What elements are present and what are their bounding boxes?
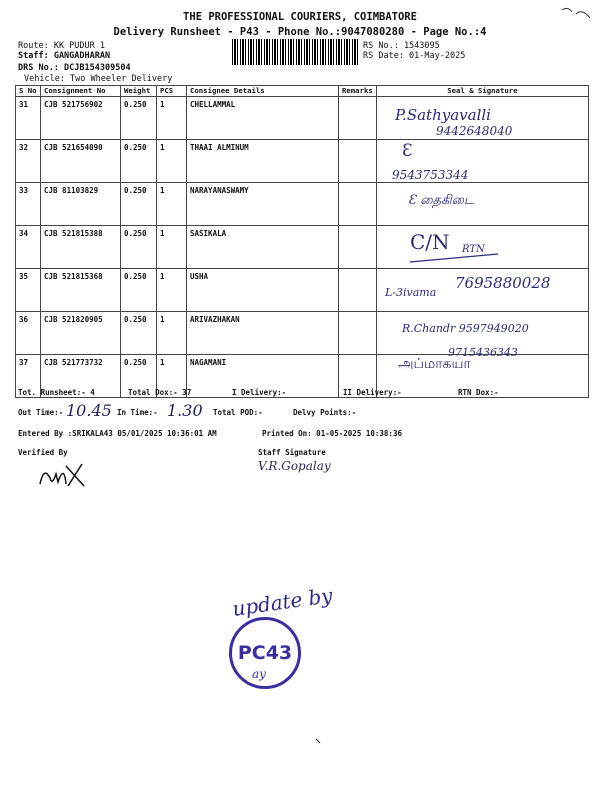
col-pcs: PCS bbox=[157, 86, 187, 97]
verified-by-label: Verified By bbox=[18, 448, 68, 457]
row-weight: 0.250 bbox=[121, 355, 157, 398]
row-consignment: CJB 521815388 bbox=[41, 226, 121, 269]
row-pcs: 1 bbox=[157, 269, 187, 312]
col-consignee: Consignee Details bbox=[187, 86, 339, 97]
runsheet-title: Delivery Runsheet - P43 - Phone No.:9047080280 - Page No.:4 bbox=[113, 26, 487, 38]
total-dox: Total Dox:- 37 bbox=[128, 388, 192, 397]
row-sno: 35 bbox=[16, 269, 41, 312]
tot-runsheet: Tot. Runsheet:- 4 bbox=[18, 388, 95, 397]
drs-no: DRS No.: DCJB154309504 bbox=[18, 63, 131, 73]
row-weight: 0.250 bbox=[121, 97, 157, 140]
table-row bbox=[16, 226, 589, 269]
col-weight: Weight bbox=[121, 86, 157, 97]
row-weight: 0.250 bbox=[121, 140, 157, 183]
table-row bbox=[16, 355, 589, 398]
row-remarks bbox=[339, 269, 377, 312]
handwritten-phone: 9543753344 bbox=[392, 168, 469, 182]
ii-delivery: II Delivery:- bbox=[343, 388, 402, 397]
handwritten-signature: P.Sathyavalli bbox=[395, 106, 491, 124]
out-time-label: Out Time:- bbox=[18, 408, 64, 417]
row-consignment: CJB 521815368 bbox=[41, 269, 121, 312]
row-consignee: THAAI ALMINUM bbox=[187, 140, 339, 183]
row-weight: 0.250 bbox=[121, 226, 157, 269]
entered-by: Entered By :SRIKALA43 05/01/2025 10:36:01 AM bbox=[18, 429, 217, 438]
row-pcs: 1 bbox=[157, 312, 187, 355]
stray-mark bbox=[315, 738, 321, 744]
row-remarks bbox=[339, 312, 377, 355]
row-sno: 34 bbox=[16, 226, 41, 269]
row-sno: 33 bbox=[16, 183, 41, 226]
in-time-label: In Time:- bbox=[117, 408, 158, 417]
row-consignment: CJB 521820905 bbox=[41, 312, 121, 355]
row-consignment: CJB 521756902 bbox=[41, 97, 121, 140]
handwritten-mark: C/N bbox=[410, 230, 450, 254]
col-sno: S No bbox=[16, 86, 41, 97]
barcode bbox=[232, 39, 359, 65]
handwritten-signature: R.Chandr 9597949020 bbox=[402, 322, 529, 335]
staff: Staff: GANGADHARAN bbox=[18, 51, 111, 61]
handwritten-phone: 9442648040 bbox=[436, 124, 513, 138]
vehicle: Vehicle: Two Wheeler Delivery bbox=[24, 74, 173, 84]
handwritten-phone: 9715436343 bbox=[448, 346, 518, 359]
col-seal-signature: Seal & Signature bbox=[376, 86, 588, 97]
row-consignee: NARAYANASWAMY bbox=[187, 183, 339, 226]
row-consignment: CJB 521773732 bbox=[41, 355, 121, 398]
delvy-points: Delvy Points:- bbox=[293, 408, 357, 417]
row-pcs: 1 bbox=[157, 226, 187, 269]
handwritten-signature: L-3ivama bbox=[385, 286, 437, 299]
printed-on: Printed On: 01-05-2025 10:38:36 bbox=[262, 429, 402, 438]
update-note: update by bbox=[230, 583, 334, 621]
row-consignee: ARIVAZHAKAN bbox=[187, 312, 339, 355]
stamp-initials: ay bbox=[252, 667, 266, 681]
pen-mark bbox=[560, 4, 594, 24]
row-consignee: CHELLAMMAL bbox=[187, 97, 339, 140]
staff-signature: V.R.Gopalay bbox=[258, 459, 331, 473]
row-weight: 0.250 bbox=[121, 269, 157, 312]
table-header-row bbox=[16, 86, 589, 97]
i-delivery: I Delivery:- bbox=[232, 388, 287, 397]
col-remarks: Remarks bbox=[339, 86, 377, 97]
row-sno: 31 bbox=[16, 97, 41, 140]
row-weight: 0.250 bbox=[121, 183, 157, 226]
row-pcs: 1 bbox=[157, 140, 187, 183]
staff-signature-label: Staff Signature bbox=[258, 448, 326, 457]
row-weight: 0.250 bbox=[121, 312, 157, 355]
row-remarks bbox=[339, 226, 377, 269]
in-time-value: 1.30 bbox=[167, 401, 203, 420]
row-pcs: 1 bbox=[157, 355, 187, 398]
row-pcs: 1 bbox=[157, 183, 187, 226]
total-pod: Total POD:- bbox=[213, 408, 263, 417]
handwritten-phone: 7695880028 bbox=[455, 274, 551, 292]
out-time-value: 10.45 bbox=[66, 401, 112, 420]
stamp-text: PC43 bbox=[237, 642, 293, 664]
strike-line bbox=[408, 252, 500, 264]
col-consignment: Consignment No bbox=[41, 86, 121, 97]
table-row bbox=[16, 140, 589, 183]
row-consignee: USHA bbox=[187, 269, 339, 312]
row-sno: 36 bbox=[16, 312, 41, 355]
rtn-dox: RTN Dox:- bbox=[458, 388, 499, 397]
rs-no: RS No.: 1543095 bbox=[363, 41, 440, 51]
company-title: THE PROFESSIONAL COURIERS, COIMBATORE bbox=[183, 11, 417, 23]
row-remarks bbox=[339, 140, 377, 183]
handwritten-signature: அப்மாகயா bbox=[398, 356, 471, 372]
row-consignment: CJB 81103829 bbox=[41, 183, 121, 226]
row-consignment: CJB 521654090 bbox=[41, 140, 121, 183]
rs-date: RS Date: 01-May-2025 bbox=[363, 51, 466, 61]
row-sno: 32 bbox=[16, 140, 41, 183]
handwritten-signature: Ɛ தைகிடை bbox=[408, 193, 475, 208]
row-remarks bbox=[339, 97, 377, 140]
handwritten-signature: Ɛ bbox=[402, 141, 413, 161]
row-consignee: SASIKALA bbox=[187, 226, 339, 269]
table-row bbox=[16, 183, 589, 226]
handwritten-rtn: RTN bbox=[462, 244, 485, 255]
row-consignee: NAGAMANI bbox=[187, 355, 339, 398]
row-sno: 37 bbox=[16, 355, 41, 398]
route: Route: KK PUDUR 1 bbox=[18, 41, 105, 51]
row-pcs: 1 bbox=[157, 97, 187, 140]
verifier-signature bbox=[36, 456, 88, 490]
row-remarks bbox=[339, 183, 377, 226]
